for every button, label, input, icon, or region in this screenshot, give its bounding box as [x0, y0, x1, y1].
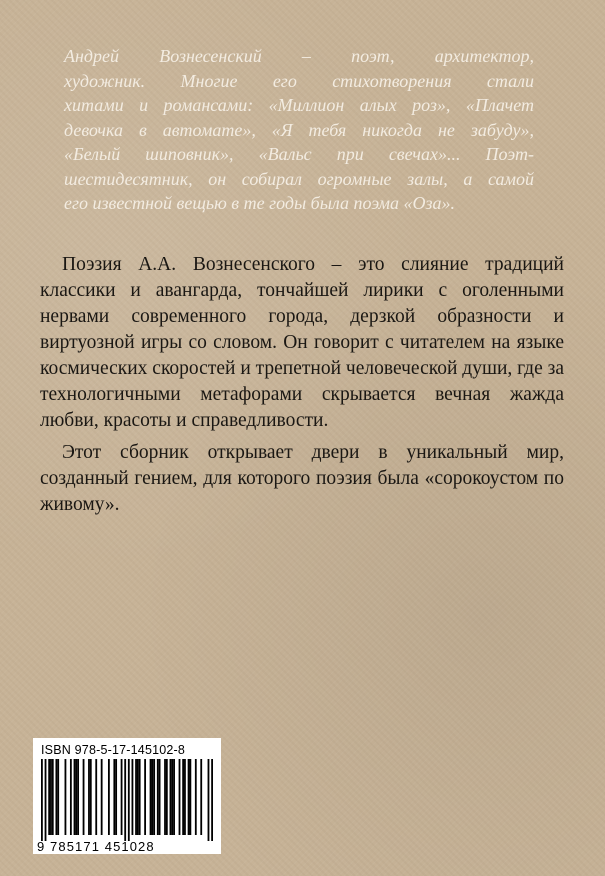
barcode-bar: [153, 759, 155, 835]
barcode-box: [33, 738, 221, 854]
barcode-bar: [115, 759, 117, 835]
barcode-bar: [50, 759, 52, 835]
barcode-bar: [90, 759, 92, 835]
barcode-bar: [45, 759, 47, 841]
barcode-bar: [144, 759, 146, 835]
paragraph: Поэзия А.А. Вознесенского – это слияние традиций классики и авангарда, тончайшей лирики с оголенными нервами современного города, дерзкой образности и виртуозной игры со словом. Он говорит с читателем на языке космических скоростей и трепетной человеческой души, где за технологичными метафорами скрывается вечная жажда любви, красоты и справедливости.: [40, 254, 564, 431]
barcode-bar: [75, 759, 77, 835]
barcode-bar: [151, 759, 153, 835]
barcode-bar: [108, 759, 110, 835]
intro-line: художник. Многие его стихотворения стали: [64, 70, 534, 91]
barcode-bar: [184, 759, 186, 835]
intro-line: его известной вещью в те годы была поэма «Оза».: [64, 193, 456, 213]
barcode-bar: [77, 759, 79, 835]
barcode-bar: [182, 759, 184, 835]
barcode-bar: [57, 759, 59, 835]
barcode-bar: [189, 759, 191, 835]
barcode-bar: [150, 759, 152, 835]
barcode-bar: [113, 759, 115, 835]
barcode-bar: [83, 759, 85, 835]
barcode-bar: [88, 759, 90, 835]
barcode-bar: [173, 759, 175, 835]
intro-line: хитами и романсами: «Миллион алых роз», «Плачет: [64, 95, 534, 115]
barcode-bar: [195, 759, 197, 835]
intro-line: девочка в автомате», «Я тебя никогда не забуду»,: [64, 119, 534, 140]
barcode: [41, 759, 213, 841]
intro-line: шестидесятник, он собирал огромные залы, а самой: [64, 168, 534, 189]
barcode-bar: [157, 759, 159, 835]
main-text: [40, 252, 564, 518]
barcode-bar: [211, 759, 213, 841]
barcode-bar: [74, 759, 76, 835]
barcode-bar: [55, 759, 57, 835]
barcode-bar: [124, 759, 126, 841]
intro-line: «Белый шиповник», «Вальс при свечах»... Поэт-: [64, 144, 534, 164]
barcode-bar: [208, 759, 210, 841]
isbn-label: ISBN 978-5-17-145102-8: [41, 743, 186, 757]
barcode-bar: [188, 759, 190, 835]
barcode-bar: [164, 759, 166, 835]
barcode-bar: [52, 759, 54, 835]
barcode-bar: [139, 759, 141, 835]
intro-text: [64, 44, 534, 216]
barcode-bar: [128, 759, 130, 841]
barcode-bar: [135, 759, 137, 835]
barcode-bar: [159, 759, 161, 835]
paragraph: Этот сборник открывает двери в уникальный мир, созданный гением, для которого поэзия была «сорокоустом по живому».: [40, 442, 564, 515]
barcode-bar: [101, 759, 103, 835]
barcode-bar: [48, 759, 50, 835]
barcode-bar: [121, 759, 123, 835]
barcode-bar: [65, 759, 67, 835]
barcode-bar: [70, 759, 72, 835]
barcode-bar: [171, 759, 173, 835]
barcode-bar: [170, 759, 172, 835]
barcode-bar: [166, 759, 168, 835]
intro-line: Андрей Вознесенский – поэт, архитектор,: [64, 46, 534, 66]
barcode-bar: [41, 759, 43, 841]
barcode-bar: [137, 759, 139, 835]
barcode-bar: [200, 759, 202, 835]
barcode-bar: [132, 759, 134, 835]
barcode-bar: [95, 759, 97, 835]
barcode-bar: [179, 759, 181, 835]
barcode-digits: 9 785171 451028: [37, 839, 155, 854]
